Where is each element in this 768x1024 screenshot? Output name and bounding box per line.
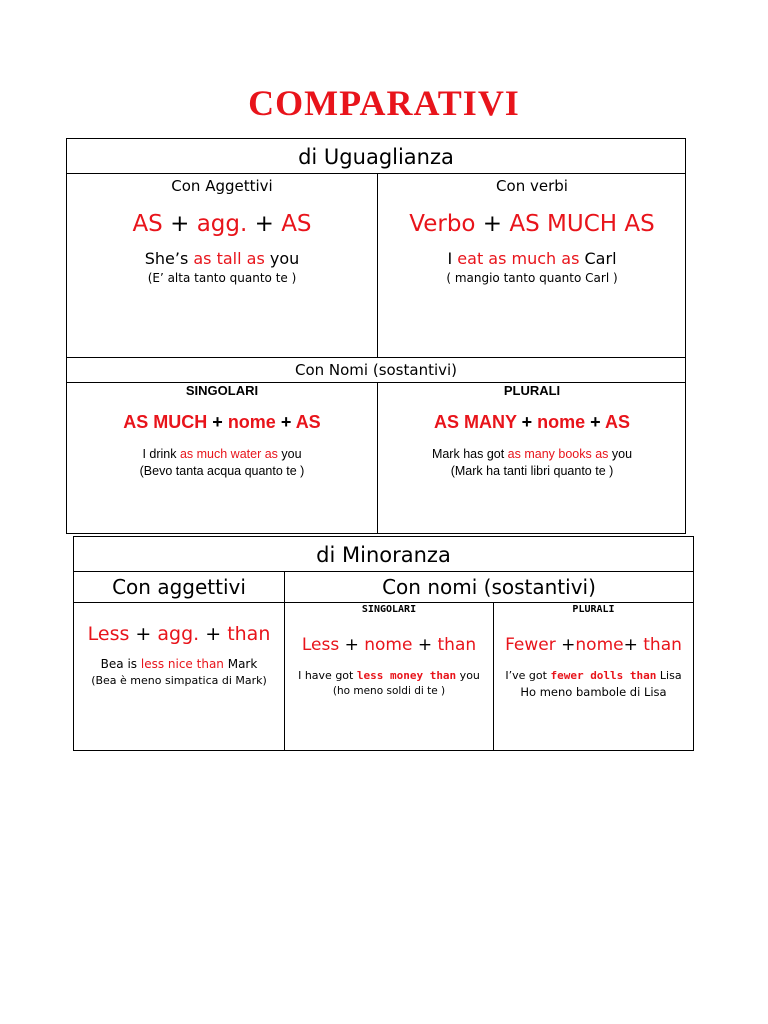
adjectives-heading: Con aggettivi	[112, 575, 246, 599]
inferiority-table	[73, 536, 694, 751]
page-title: COMPARATIVI	[248, 83, 520, 123]
formula: Less + agg. + than	[87, 623, 271, 645]
inferiority-heading: di Minoranza	[74, 537, 693, 572]
translation: (Mark ha tanti libri quanto te )	[450, 464, 614, 478]
cell-label: Con Aggettivi	[171, 177, 273, 195]
cell-label: PLURALI	[572, 604, 615, 615]
cell-label: PLURALI	[503, 383, 561, 398]
equality-verbs-cell	[378, 177, 686, 285]
formula: Fewer +nome+ than	[505, 635, 682, 655]
example-sentence: I’ve got fewer dolls than Lisa	[505, 669, 682, 682]
equality-plural-cell	[378, 383, 686, 478]
example-sentence: I have got less money than you	[298, 669, 480, 682]
divider	[74, 602, 693, 603]
example-sentence: I eat as much as Carl	[447, 249, 617, 268]
example-sentence: Mark has got as many books as you	[431, 447, 633, 461]
formula: Verbo + AS MUCH AS	[409, 211, 655, 237]
formula: AS MUCH + nome + AS	[123, 412, 321, 432]
inferiority-adjectives-cell	[74, 623, 284, 687]
equality-singular-cell	[67, 383, 377, 478]
example-sentence: I drink as much water as you	[142, 447, 302, 461]
nouns-heading: Con nomi (sostantivi)	[382, 575, 596, 599]
translation: (ho meno soldi di te )	[332, 685, 446, 697]
equality-heading: di Uguaglianza	[67, 139, 685, 174]
inferiority-singular-cell	[285, 604, 493, 697]
formula: AS MANY + nome + AS	[433, 412, 631, 432]
nouns-heading: Con Nomi (sostantivi)	[294, 361, 458, 379]
cell-label: SINGOLARI	[361, 604, 417, 615]
formula: AS + agg. + AS	[132, 211, 312, 237]
formula: Less + nome + than	[301, 635, 477, 655]
translation: (E’ alta tanto quanto te )	[147, 271, 297, 285]
equality-table	[66, 138, 686, 534]
cell-label: Con verbi	[496, 177, 568, 195]
equality-adjectives-cell	[67, 177, 377, 285]
translation: (Bevo tanta acqua quanto te )	[139, 464, 305, 478]
translation: (Bea è meno simpatica di Mark)	[91, 674, 267, 687]
translation: ( mangio tanto quanto Carl )	[446, 271, 618, 285]
example-sentence: She’s as tall as you	[144, 249, 300, 268]
example-sentence: Bea is less nice than Mark	[100, 657, 258, 671]
translation: Ho meno bambole di Lisa	[520, 685, 667, 699]
cell-label: SINGOLARI	[185, 383, 259, 398]
inferiority-plural-cell	[494, 604, 693, 699]
